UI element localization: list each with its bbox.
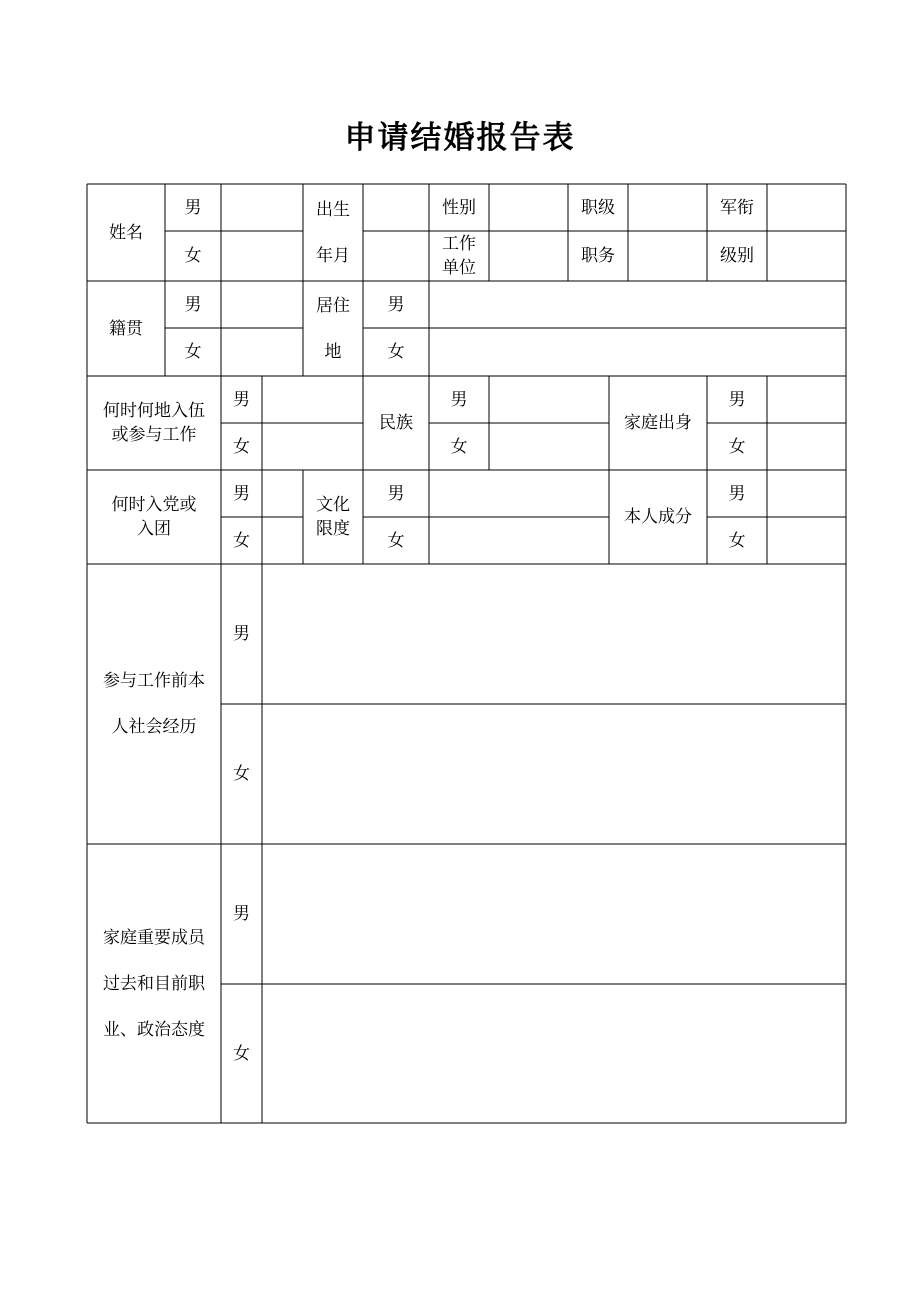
label-family-male: 男 — [233, 904, 250, 924]
label-rank-level: 职级 — [581, 197, 615, 218]
field-origin-male[interactable] — [767, 376, 846, 423]
label-family-female: 女 — [233, 1043, 250, 1064]
field-ethnicity-female[interactable] — [489, 423, 609, 470]
field-residence-male[interactable] — [429, 281, 846, 328]
page-title: 申请结婚报告表 — [344, 120, 576, 156]
label-ethnicity: 民族 — [379, 413, 413, 433]
field-origin-female[interactable] — [767, 423, 846, 470]
label-party-female: 女 — [233, 530, 250, 551]
label-education: 文化 限度 — [316, 495, 350, 539]
label-social-history: 参与工作前本 人社会经历 — [103, 671, 205, 737]
field-rank-level[interactable] — [628, 184, 707, 231]
field-name-male[interactable] — [221, 184, 303, 231]
field-residence-female[interactable] — [429, 328, 846, 376]
field-party-male[interactable] — [262, 470, 303, 517]
field-gender[interactable] — [489, 184, 568, 231]
label-ethnicity-male: 男 — [450, 389, 468, 410]
field-native-female[interactable] — [221, 328, 303, 376]
field-ethnicity-male[interactable] — [489, 376, 609, 423]
label-position: 职务 — [581, 246, 615, 266]
field-work-unit[interactable] — [489, 231, 568, 281]
label-family-members: 家庭重要成员 过去和目前职 业、政治态度 — [103, 927, 205, 1040]
label-origin-male: 男 — [728, 389, 746, 410]
label-birth: 出生 年月 — [316, 199, 350, 266]
label-residence-female: 女 — [387, 342, 405, 362]
label-origin-female: 女 — [728, 436, 746, 457]
label-name: 姓名 — [109, 222, 143, 243]
label-education-female: 女 — [387, 530, 405, 551]
label-name-female: 女 — [184, 246, 202, 266]
label-party-male: 男 — [233, 483, 250, 504]
label-personal-status: 本人成分 — [624, 507, 692, 527]
label-party: 何时入党或 入团 — [111, 495, 197, 539]
field-family-female[interactable] — [262, 984, 846, 1123]
label-status-female: 女 — [728, 530, 746, 551]
label-ethnicity-female: 女 — [450, 436, 468, 457]
label-native-place: 籍贯 — [109, 318, 143, 339]
field-family-male[interactable] — [262, 844, 846, 984]
label-name-male: 男 — [184, 197, 202, 218]
field-birth-female[interactable] — [363, 231, 429, 281]
label-residence-male: 男 — [387, 294, 405, 315]
field-education-male[interactable] — [429, 470, 609, 517]
field-status-male[interactable] — [767, 470, 846, 517]
field-birth-male[interactable] — [363, 184, 429, 231]
field-enlist-male[interactable] — [262, 376, 363, 423]
field-name-female[interactable] — [221, 231, 303, 281]
label-grade: 级别 — [720, 246, 754, 266]
field-grade[interactable] — [767, 231, 846, 281]
label-family-origin: 家庭出身 — [624, 413, 692, 433]
label-native-male: 男 — [184, 294, 202, 315]
label-enlist-female: 女 — [233, 436, 250, 457]
field-enlist-female[interactable] — [262, 423, 363, 470]
label-status-male: 男 — [728, 483, 746, 504]
field-education-female[interactable] — [429, 517, 609, 564]
field-military-rank[interactable] — [767, 184, 846, 231]
label-education-male: 男 — [387, 483, 405, 504]
label-history-male: 男 — [233, 624, 250, 644]
label-gender: 性别 — [442, 197, 476, 218]
field-native-male[interactable] — [221, 281, 303, 328]
label-work-unit: 工作 单位 — [442, 234, 476, 278]
field-party-female[interactable] — [262, 517, 303, 564]
field-history-male[interactable] — [262, 564, 846, 704]
label-enlist-male: 男 — [233, 389, 250, 410]
label-enlist: 何时何地入伍 或参与工作 — [103, 401, 205, 445]
field-history-female[interactable] — [262, 704, 846, 844]
label-residence: 居住 地 — [316, 295, 350, 362]
field-position[interactable] — [628, 231, 707, 281]
label-military-rank: 军衔 — [720, 197, 754, 218]
field-status-female[interactable] — [767, 517, 846, 564]
label-native-female: 女 — [184, 342, 202, 362]
label-history-female: 女 — [233, 764, 250, 784]
